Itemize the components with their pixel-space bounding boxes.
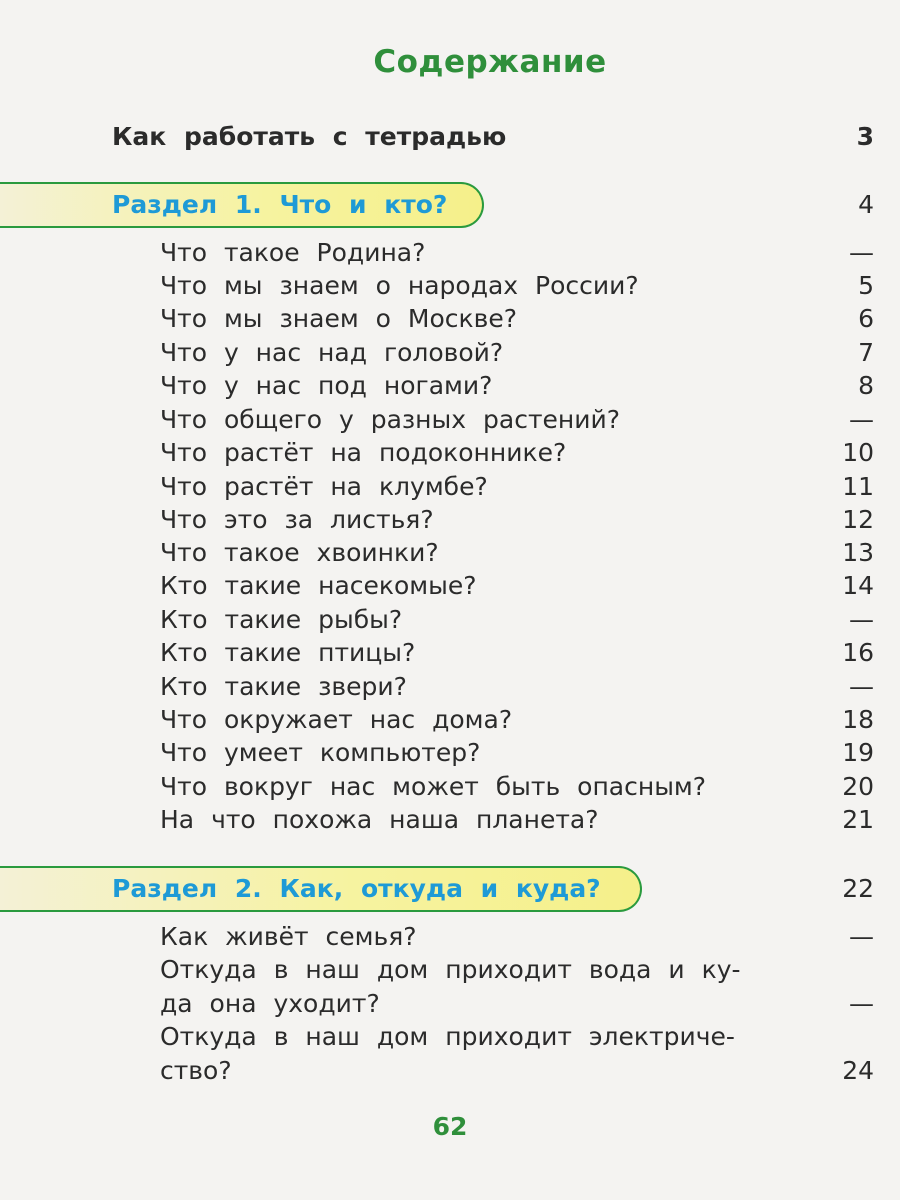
toc-entry-page: 16	[842, 638, 874, 667]
toc-entry-text: На что похожа наша планета?	[160, 805, 599, 834]
toc-entry	[160, 1054, 874, 1088]
dot-leader	[415, 670, 828, 704]
toc-entry-page: 18	[842, 705, 874, 734]
toc-entry-text: Что растёт на клумбе?	[160, 472, 488, 501]
toc-entry	[160, 503, 874, 537]
toc-entry-page: —	[849, 605, 874, 634]
dot-leader	[388, 987, 828, 1021]
toc-section-2	[112, 872, 874, 906]
toc-entry-text: Что мы знаем о народах России?	[160, 271, 639, 300]
toc-entry-page: 20	[842, 772, 874, 801]
toc-entry	[160, 536, 874, 570]
page-number: 62	[432, 1112, 468, 1141]
toc-entry-page: 13	[842, 538, 874, 567]
toc-entry-text: Что такое Родина?	[160, 238, 426, 267]
dot-leader	[628, 403, 828, 437]
toc-entry-text: да она уходит?	[160, 989, 380, 1018]
toc-entry	[160, 920, 874, 954]
toc-entry	[160, 236, 874, 270]
toc-entry	[160, 269, 874, 303]
toc-entry-text: Откуда в наш дом приходит электриче-	[160, 1022, 735, 1051]
toc-entry-text: Что мы знаем о Москве?	[160, 304, 517, 333]
toc-entry-text: Как живёт семья?	[160, 922, 417, 951]
dot-leader	[447, 536, 828, 570]
dot-leader	[714, 770, 828, 804]
toc-entry-page: —	[849, 672, 874, 701]
toc-entry-page: 6	[858, 304, 874, 333]
dot-leader	[485, 569, 828, 603]
toc-entry	[160, 369, 874, 403]
toc-entry-page: —	[849, 989, 874, 1018]
page-title: Содержание	[373, 44, 607, 80]
toc-entry-text: Что такое хвоинки?	[160, 538, 439, 567]
toc-entry-text: Что вокруг нас может быть опасным?	[160, 772, 707, 801]
toc-entry-page: —	[849, 405, 874, 434]
toc-entry-page: 24	[842, 1056, 874, 1085]
toc-entry-text: Что окружает нас дома?	[160, 705, 513, 734]
toc-entry-text: Кто такие рыбы?	[160, 605, 403, 634]
toc-entry	[160, 670, 874, 704]
dot-leader	[623, 872, 828, 906]
dot-leader	[500, 369, 828, 403]
dot-leader	[520, 703, 828, 737]
dot-leader	[433, 236, 828, 270]
toc-entry	[160, 770, 874, 804]
toc-entry-text: Что у нас под ногами?	[160, 371, 493, 400]
dot-leader	[488, 736, 828, 770]
dot-leader	[469, 188, 828, 222]
dot-leader	[425, 920, 828, 954]
dot-leader	[574, 436, 828, 470]
toc-entry-page: —	[849, 922, 874, 951]
section-page: 4	[858, 190, 874, 219]
section-title: Раздел 2. Как, откуда и куда?	[112, 874, 601, 903]
toc-entry-text: Что растёт на подоконнике?	[160, 438, 567, 467]
toc-entry-page: 5	[858, 271, 874, 300]
toc-entry	[160, 803, 874, 837]
toc-entry-page: 21	[842, 805, 874, 834]
toc-entry-text: Откуда в наш дом приходит вода и ку-	[160, 955, 741, 984]
toc-entry	[160, 436, 874, 470]
dot-leader	[647, 269, 828, 303]
toc-entry	[160, 736, 874, 770]
toc-entry-page: 8	[858, 371, 874, 400]
dot-leader	[442, 503, 828, 537]
toc-entry-page: 14	[842, 571, 874, 600]
toc-entry-line	[160, 1020, 874, 1054]
dot-leader	[410, 603, 828, 637]
toc-entry	[160, 636, 874, 670]
toc-entry-line	[160, 953, 874, 987]
toc-entry-text: Что общего у разных растений?	[160, 405, 620, 434]
toc-entry-text: Что у нас над головой?	[160, 338, 504, 367]
toc-entry-text: Что умеет компьютер?	[160, 738, 481, 767]
dot-leader	[423, 636, 828, 670]
dot-leader	[514, 120, 828, 154]
dot-leader	[607, 803, 829, 837]
toc-entry	[160, 603, 874, 637]
dot-leader	[496, 470, 828, 504]
toc-entry-text: Кто такие звери?	[160, 672, 407, 701]
toc-entry-page: —	[849, 238, 874, 267]
toc-entry	[160, 302, 874, 336]
toc-entry-page: 19	[842, 738, 874, 767]
dot-leader	[525, 302, 828, 336]
toc-entry-text: Кто такие насекомые?	[160, 571, 477, 600]
toc-entry	[160, 403, 874, 437]
toc-entry	[160, 569, 874, 603]
toc-entry-text: ство?	[160, 1056, 232, 1085]
toc-section-1	[112, 188, 874, 222]
dot-leader	[240, 1054, 828, 1088]
dot-leader	[511, 336, 828, 370]
toc-entry	[160, 987, 874, 1021]
section-page: 22	[842, 874, 874, 903]
toc-entry-page: 3	[856, 122, 874, 151]
toc-entry	[160, 703, 874, 737]
toc-entry-page: 12	[842, 505, 874, 534]
toc-entry-page: 10	[842, 438, 874, 467]
toc-entry-page: 11	[842, 472, 874, 501]
toc-entry-intro	[112, 120, 874, 154]
toc-entry	[160, 336, 874, 370]
section-title: Раздел 1. Что и кто?	[112, 190, 448, 219]
toc-entry-text: Что это за листья?	[160, 505, 434, 534]
toc-entry	[160, 470, 874, 504]
toc-entry-page: 7	[858, 338, 874, 367]
toc-entry-text: Кто такие птицы?	[160, 638, 416, 667]
toc-entry-text: Как работать с тетрадью	[112, 122, 507, 151]
